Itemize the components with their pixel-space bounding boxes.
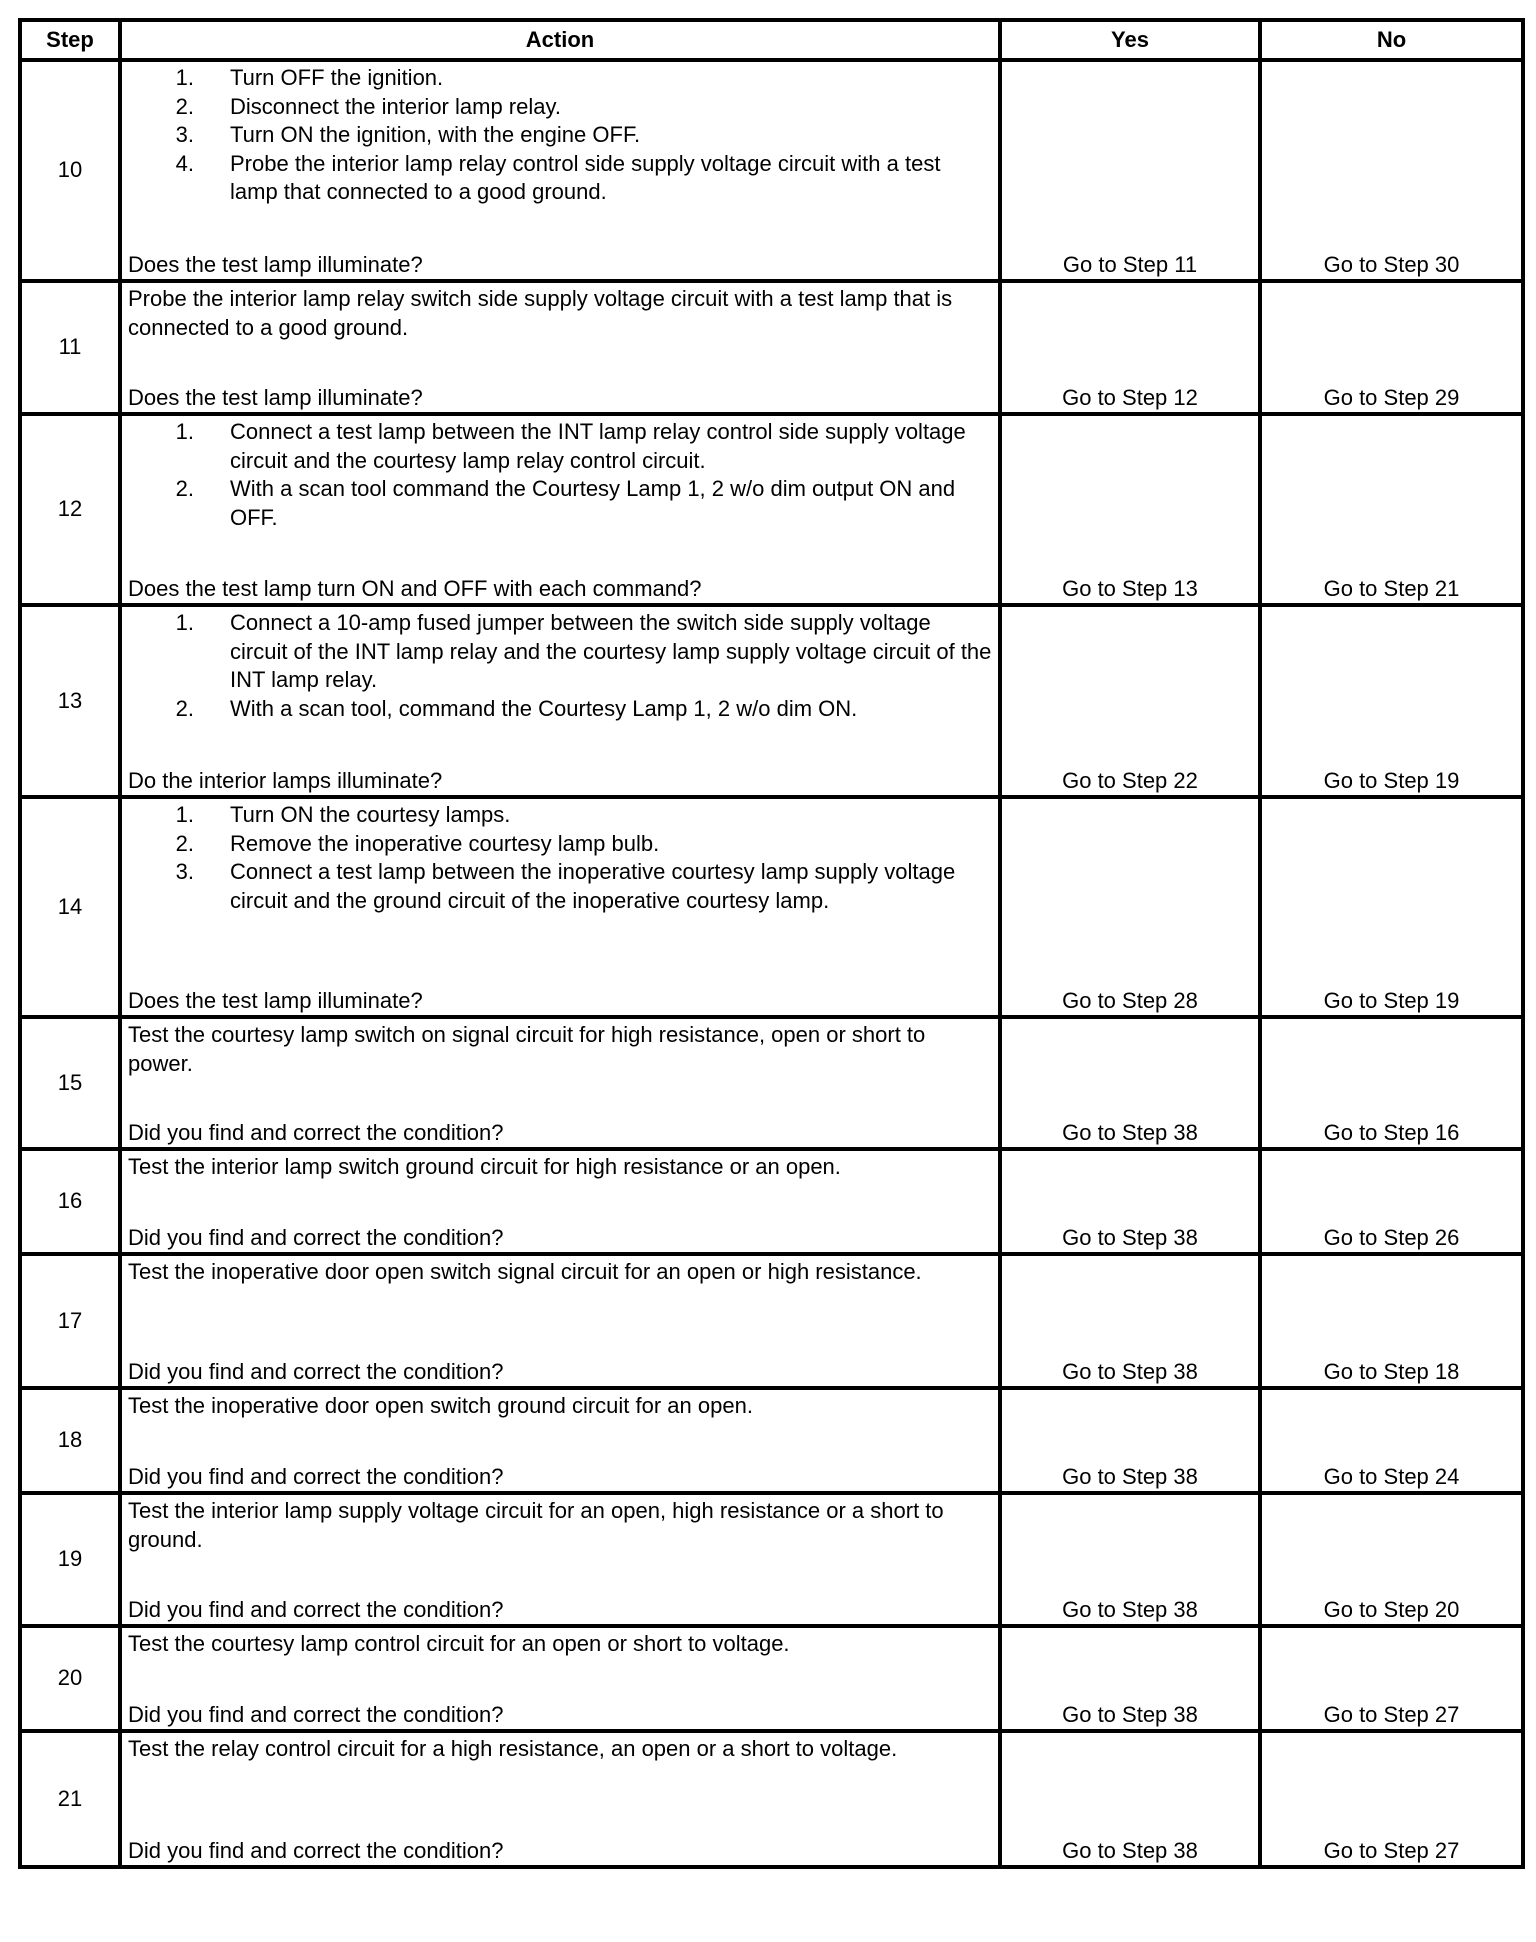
action-question: Does the test lamp turn ON and OFF with each command? [128,575,702,601]
table-row [20,1626,1523,1731]
action-item [128,609,992,695]
action-item [128,418,992,475]
action-question: Does the test lamp illuminate? [128,987,423,1013]
item-text: Turn ON the ignition, with the engine OFF. [230,122,641,147]
action-question: Did you find and correct the condition? [128,1837,504,1863]
no-result: Go to Step 16 [1260,1017,1523,1149]
yes-result: Go to Step 13 [1000,414,1260,605]
table-row [20,797,1523,1017]
action-cell [120,1149,1000,1254]
item-number: 1. [175,419,194,444]
action-question: Did you find and correct the condition? [128,1596,504,1622]
action-question: Do the interior lamps illuminate? [128,767,443,793]
step-number: 11 [20,281,120,414]
action-list [128,64,992,207]
yes-result: Go to Step 22 [1000,605,1260,797]
yes-result: Go to Step 12 [1000,281,1260,414]
no-result: Go to Step 19 [1260,797,1523,1017]
item-text: Probe the interior lamp relay control side supply voltage circuit with a test lamp that connected to a good ground. [230,150,941,204]
step-number: 10 [20,60,120,281]
step-number: 18 [20,1388,120,1493]
step-number: 15 [20,1017,120,1149]
item-number: 3. [175,859,194,884]
yes-result: Go to Step 38 [1000,1254,1260,1388]
table-row [20,414,1523,605]
item-number: 1. [175,610,194,635]
step-number: 19 [20,1493,120,1626]
action-list [128,801,992,915]
item-text: Connect a 10-amp fused jumper between the switch side supply voltage circuit of the INT lamp relay and the courtesy lamp supply voltage circuit of the INT lamp relay. [230,610,992,692]
yes-result: Go to Step 28 [1000,797,1260,1017]
action-question: Did you find and correct the condition? [128,1701,504,1727]
table-row [20,1388,1523,1493]
action-cell [120,1626,1000,1731]
table-row [20,1017,1523,1149]
action-item [128,64,992,93]
action-cell [120,605,1000,797]
action-cell [120,1388,1000,1493]
step-number: 21 [20,1731,120,1867]
yes-result: Go to Step 38 [1000,1388,1260,1493]
item-text: Turn OFF the ignition. [230,65,444,90]
action-cell [120,281,1000,414]
action-question: Did you find and correct the condition? [128,1119,504,1145]
no-result: Go to Step 19 [1260,605,1523,797]
item-text: Connect a test lamp between the INT lamp relay control side supply voltage circuit and the courtesy lamp relay control circuit. [230,419,966,473]
step-number: 20 [20,1626,120,1731]
step-number: 12 [20,414,120,605]
action-cell [120,1731,1000,1867]
header-no: No [1260,20,1523,60]
no-result: Go to Step 24 [1260,1388,1523,1493]
diagnostic-table [18,18,1525,1869]
item-text: Connect a test lamp between the inoperative courtesy lamp supply voltage circuit and the ground circuit of the inoperative courtesy lamp. [230,859,956,913]
no-result: Go to Step 30 [1260,60,1523,281]
table-row [20,605,1523,797]
action-text: Test the inoperative door open switch signal circuit for an open or high resistance. [128,1259,922,1284]
item-text: With a scan tool, command the Courtesy Lamp 1, 2 w/o dim ON. [230,695,858,721]
no-result: Go to Step 29 [1260,281,1523,414]
item-number: 4. [175,150,194,176]
table-row [20,1731,1523,1867]
no-result: Go to Step 18 [1260,1254,1523,1388]
action-item [128,475,992,532]
action-cell [120,1254,1000,1388]
item-number: 2. [175,830,194,856]
step-number: 14 [20,797,120,1017]
no-result: Go to Step 27 [1260,1731,1523,1867]
action-cell [120,414,1000,605]
action-question: Did you find and correct the condition? [128,1224,504,1250]
action-question: Did you find and correct the condition? [128,1358,504,1384]
action-text: Test the relay control circuit for a high resistance, an open or a short to voltage. [128,1736,898,1761]
item-number: 2. [175,695,194,721]
item-number: 1. [175,802,194,827]
table-row [20,1149,1523,1254]
step-number: 17 [20,1254,120,1388]
action-text: Test the courtesy lamp switch on signal circuit for high resistance, open or short to power. [128,1022,926,1076]
action-list [128,609,992,723]
action-question: Does the test lamp illuminate? [128,384,423,410]
yes-result: Go to Step 38 [1000,1731,1260,1867]
item-text: Turn ON the courtesy lamps. [230,802,511,827]
action-text: Test the interior lamp switch ground circuit for high resistance or an open. [128,1154,841,1179]
header-yes: Yes [1000,20,1260,60]
action-question: Did you find and correct the condition? [128,1463,504,1489]
step-number: 13 [20,605,120,797]
yes-result: Go to Step 38 [1000,1017,1260,1149]
item-number: 3. [175,122,194,147]
action-item [128,121,992,150]
action-text: Test the inoperative door open switch ground circuit for an open. [128,1393,753,1418]
item-number: 2. [175,476,194,501]
table-row [20,1254,1523,1388]
action-text: Test the courtesy lamp control circuit for an open or short to voltage. [128,1631,790,1656]
item-number: 1. [175,65,194,90]
yes-result: Go to Step 38 [1000,1493,1260,1626]
yes-result: Go to Step 38 [1000,1149,1260,1254]
action-item [128,93,992,122]
action-item [128,801,992,830]
action-item [128,695,992,724]
action-item [128,150,992,207]
item-text: Disconnect the interior lamp relay. [230,93,561,119]
action-item [128,830,992,859]
action-text: Probe the interior lamp relay switch side supply voltage circuit with a test lamp that is connected to a good ground. [128,286,953,340]
no-result: Go to Step 21 [1260,414,1523,605]
action-item [128,858,992,915]
table-row [20,60,1523,281]
no-result: Go to Step 20 [1260,1493,1523,1626]
item-text: With a scan tool command the Courtesy Lamp 1, 2 w/o dim output ON and OFF. [230,476,956,530]
action-cell [120,60,1000,281]
action-cell [120,1493,1000,1626]
action-cell [120,1017,1000,1149]
item-text: Remove the inoperative courtesy lamp bulb. [230,830,660,856]
header-row [20,20,1523,60]
step-number: 16 [20,1149,120,1254]
action-text: Test the interior lamp supply voltage circuit for an open, high resistance or a short to ground. [128,1498,944,1552]
no-result: Go to Step 27 [1260,1626,1523,1731]
yes-result: Go to Step 11 [1000,60,1260,281]
action-cell [120,797,1000,1017]
table-row [20,1493,1523,1626]
action-question: Does the test lamp illuminate? [128,251,423,277]
yes-result: Go to Step 38 [1000,1626,1260,1731]
item-number: 2. [175,93,194,119]
action-list [128,418,992,532]
table-row [20,281,1523,414]
no-result: Go to Step 26 [1260,1149,1523,1254]
header-action: Action [120,20,1000,60]
header-step: Step [20,20,120,60]
